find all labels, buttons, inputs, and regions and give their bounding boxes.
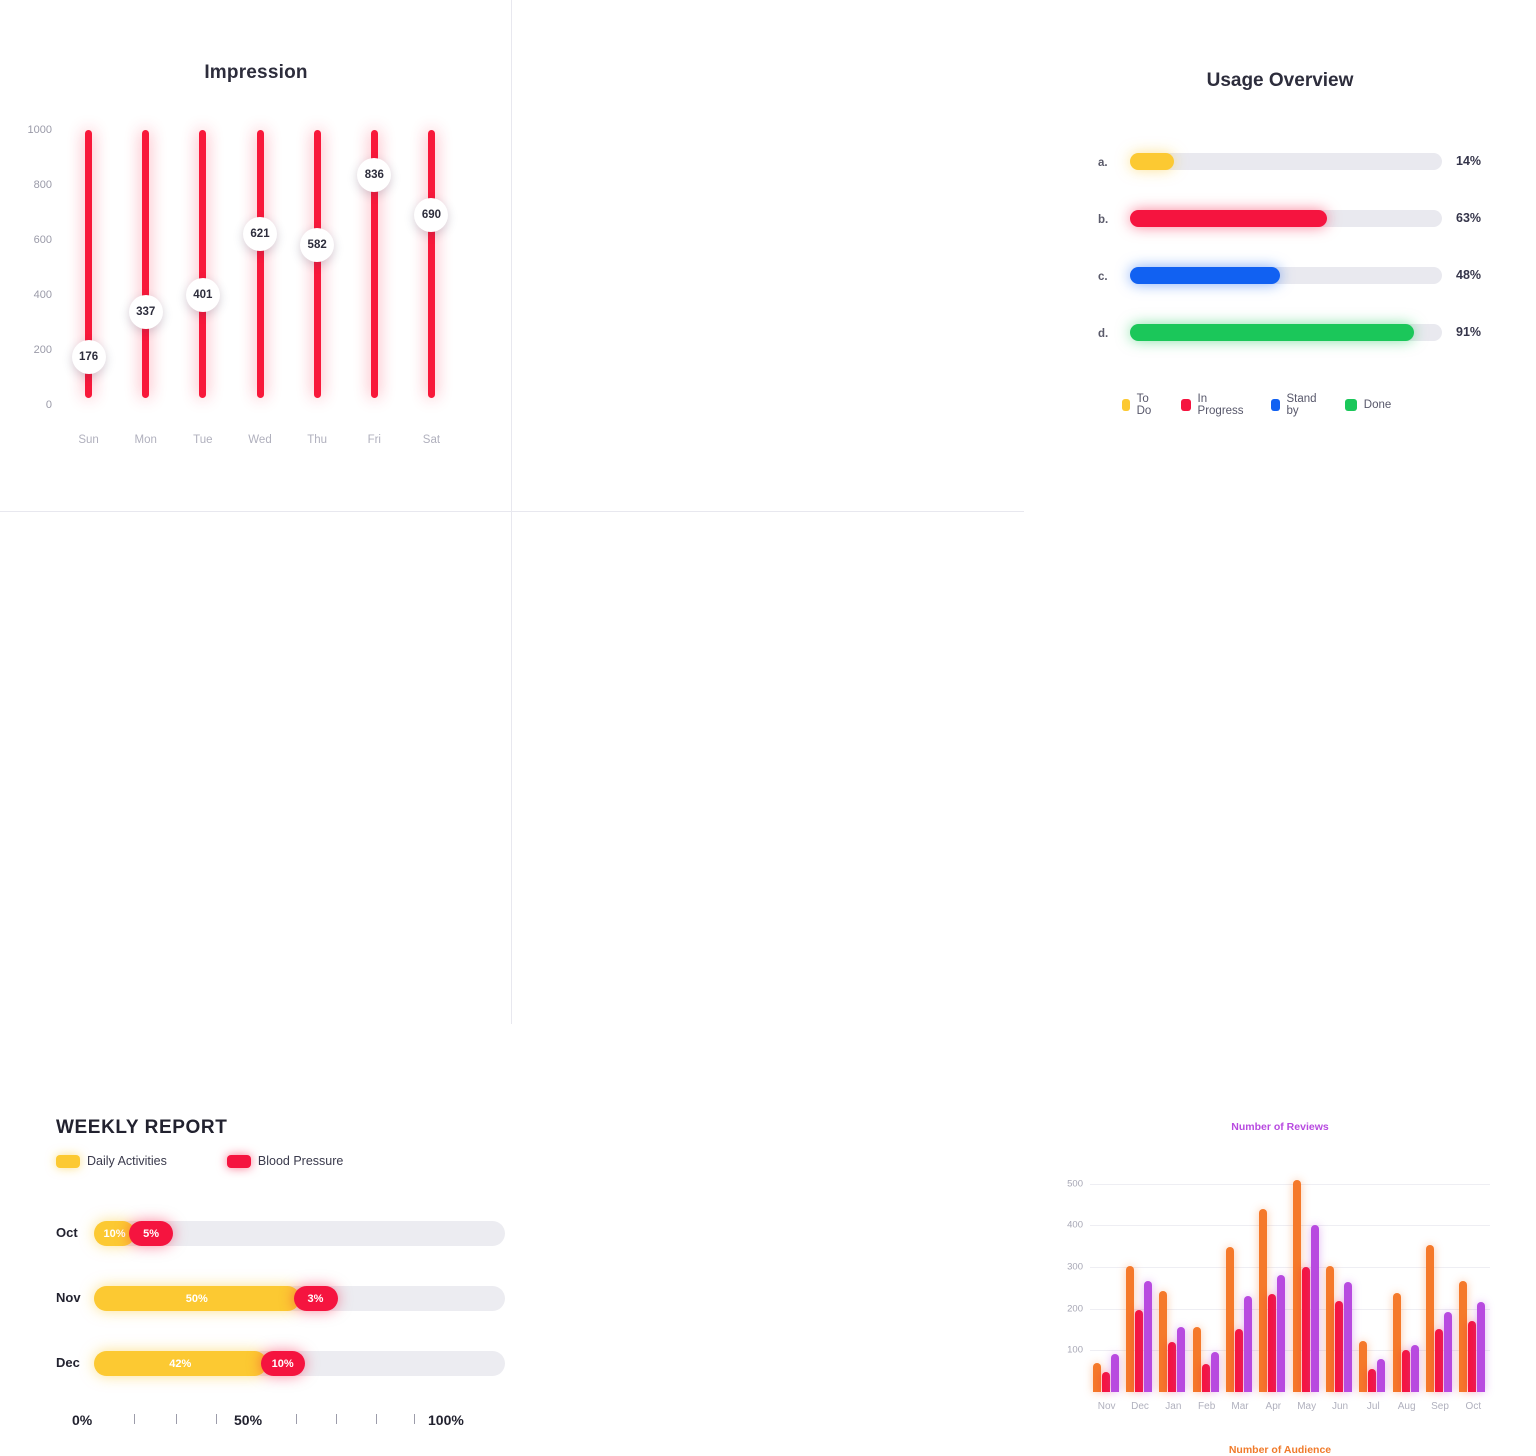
- weekly-daily-activities-segment: 10%: [94, 1221, 135, 1246]
- impression-title: Impression: [204, 62, 308, 83]
- reviews-y-label: 500: [1067, 1178, 1083, 1190]
- weekly-month-label: Oct: [56, 1225, 78, 1240]
- vertical-divider: [511, 0, 512, 1024]
- panel-impression: [0, 0, 512, 512]
- impression-value-badge: 690: [414, 198, 448, 232]
- reviews-y-label: 400: [1067, 1219, 1083, 1231]
- impression-y-label: 400: [33, 289, 52, 301]
- reviews-x-label: Apr: [1265, 1401, 1282, 1412]
- panel-weekly-report: [0, 512, 512, 1428]
- reviews-bar: [1311, 1225, 1319, 1393]
- reviews-bar: [1159, 1291, 1167, 1392]
- impression-y-label: 800: [33, 179, 52, 191]
- legend-swatch: [227, 1155, 251, 1168]
- weekly-report-legend: [56, 1154, 343, 1168]
- impression-plot: [60, 130, 460, 405]
- usage-row: [1098, 319, 1488, 376]
- usage-legend-item: [1181, 393, 1246, 417]
- reviews-x-label: Nov: [1097, 1401, 1116, 1412]
- reviews-bar: [1426, 1245, 1434, 1392]
- weekly-axis-tick: [376, 1414, 377, 1424]
- weekly-axis-tick: [216, 1414, 217, 1424]
- reviews-bar: [1202, 1364, 1210, 1392]
- usage-fill: [1130, 267, 1280, 284]
- reviews-bar: [1111, 1354, 1119, 1392]
- usage-track: [1130, 267, 1442, 284]
- reviews-y-label: 100: [1067, 1344, 1083, 1356]
- usage-percent-label: 14%: [1456, 154, 1482, 168]
- reviews-gridline: [1090, 1225, 1490, 1226]
- usage-title: Usage Overview: [1206, 70, 1354, 91]
- reviews-bar: [1144, 1281, 1152, 1392]
- reviews-x-label: Aug: [1397, 1401, 1416, 1412]
- reviews-bar: [1277, 1275, 1285, 1392]
- weekly-axis-label: 50%: [234, 1412, 263, 1428]
- reviews-x-label: Jul: [1366, 1401, 1380, 1412]
- weekly-report-row: [56, 1279, 456, 1344]
- usage-percent-label: 91%: [1456, 325, 1482, 339]
- impression-x-label: Wed: [248, 434, 272, 446]
- reviews-bar: [1335, 1301, 1343, 1392]
- reviews-x-label: Feb: [1198, 1401, 1216, 1412]
- usage-rows: [1098, 148, 1488, 376]
- impression-bar: [314, 130, 321, 398]
- impression-y-label: 600: [33, 234, 52, 246]
- usage-row-key: c.: [1098, 271, 1108, 283]
- weekly-axis-tick: [414, 1414, 415, 1424]
- reviews-bar: [1444, 1312, 1452, 1392]
- reviews-bar: [1093, 1363, 1101, 1392]
- reviews-top-title: Number of Reviews: [1231, 1121, 1329, 1133]
- usage-fill: [1130, 153, 1174, 170]
- impression-y-axis: [0, 124, 52, 411]
- legend-swatch: [1271, 399, 1280, 411]
- reviews-bar: [1477, 1302, 1485, 1392]
- reviews-bar: [1268, 1294, 1276, 1392]
- weekly-report-row: [56, 1344, 456, 1409]
- weekly-track: [94, 1221, 505, 1246]
- weekly-blood-pressure-segment: 5%: [129, 1221, 173, 1246]
- panel-reviews: [512, 512, 1482, 1456]
- reviews-bar: [1235, 1329, 1243, 1392]
- impression-y-label: 200: [33, 344, 52, 356]
- reviews-bar: [1226, 1247, 1234, 1392]
- reviews-bar: [1359, 1341, 1367, 1392]
- usage-percent-label: 48%: [1456, 268, 1482, 282]
- usage-row-key: d.: [1098, 328, 1109, 340]
- reviews-bar: [1211, 1352, 1219, 1392]
- reviews-y-label: 200: [1067, 1303, 1083, 1315]
- weekly-axis-tick: [176, 1414, 177, 1424]
- impression-value-badge: 621: [243, 217, 277, 251]
- reviews-bar: [1302, 1267, 1310, 1392]
- impression-bar: [257, 130, 264, 398]
- weekly-axis-tick: [336, 1414, 337, 1424]
- usage-row: [1098, 205, 1488, 262]
- reviews-bar: [1326, 1266, 1334, 1392]
- reviews-gridline: [1090, 1184, 1490, 1185]
- usage-row: [1098, 148, 1488, 205]
- reviews-bar: [1459, 1281, 1467, 1392]
- weekly-daily-activities-segment: 42%: [94, 1351, 267, 1376]
- weekly-month-label: Dec: [56, 1355, 80, 1370]
- reviews-bar: [1402, 1350, 1410, 1392]
- reviews-x-label: Oct: [1465, 1401, 1482, 1412]
- usage-row-key: a.: [1098, 157, 1108, 169]
- weekly-report-axis: [56, 1410, 464, 1440]
- impression-y-label: 1000: [27, 124, 52, 136]
- impression-bar: [199, 130, 206, 398]
- reviews-bar: [1193, 1327, 1201, 1392]
- impression-x-label: Fri: [367, 434, 381, 446]
- legend-swatch: [1122, 399, 1130, 411]
- reviews-x-label: Mar: [1231, 1401, 1249, 1412]
- reviews-bar: [1126, 1266, 1134, 1392]
- reviews-x-label: May: [1297, 1401, 1317, 1412]
- reviews-bar: [1135, 1310, 1143, 1392]
- reviews-x-label: Sep: [1431, 1401, 1449, 1412]
- impression-x-label: Sun: [78, 434, 99, 446]
- weekly-track: [94, 1351, 505, 1376]
- impression-bar: [142, 130, 149, 398]
- legend-swatch: [1181, 399, 1191, 411]
- impression-x-label: Thu: [307, 434, 328, 446]
- impression-bar: [428, 130, 435, 398]
- reviews-bar: [1468, 1321, 1476, 1392]
- impression-value-badge: 401: [186, 278, 220, 312]
- reviews-plot: [1067, 1167, 1490, 1392]
- reviews-bar: [1259, 1209, 1267, 1392]
- usage-track: [1130, 153, 1442, 170]
- usage-legend-item: [1271, 393, 1320, 417]
- weekly-report-rows: [56, 1214, 456, 1409]
- impression-value-badge: 582: [300, 228, 334, 262]
- weekly-legend-item: [227, 1154, 343, 1168]
- impression-y-label: 0: [45, 399, 52, 411]
- weekly-axis-label: 100%: [428, 1412, 464, 1428]
- legend-label: Daily Activities: [87, 1154, 167, 1168]
- usage-legend-item: [1122, 393, 1156, 417]
- impression-x-label: Sat: [422, 434, 441, 446]
- usage-track: [1130, 210, 1442, 227]
- legend-label: Done: [1363, 399, 1392, 411]
- usage-fill: [1130, 210, 1327, 227]
- legend-swatch: [56, 1155, 80, 1168]
- weekly-axis-tick: [134, 1414, 135, 1424]
- usage-percent-label: 63%: [1456, 211, 1482, 225]
- legend-label: Blood Pressure: [257, 1154, 344, 1168]
- reviews-x-label: Jan: [1165, 1401, 1182, 1412]
- usage-row-key: b.: [1098, 214, 1109, 226]
- weekly-month-label: Nov: [56, 1290, 81, 1305]
- reviews-bar: [1244, 1296, 1252, 1392]
- weekly-axis-tick: [296, 1414, 297, 1424]
- legend-label: In Progress: [1197, 393, 1244, 417]
- weekly-blood-pressure-segment: 10%: [261, 1351, 305, 1376]
- weekly-legend-item: [56, 1154, 167, 1168]
- weekly-axis-label: 0%: [72, 1412, 93, 1428]
- impression-value-badge: 176: [72, 340, 106, 374]
- reviews-y-label: 300: [1067, 1261, 1083, 1273]
- legend-label: To Do: [1136, 393, 1152, 417]
- legend-swatch: [1345, 399, 1357, 411]
- reviews-bar: [1411, 1345, 1419, 1392]
- panel-usage-overview: [512, 0, 1482, 512]
- usage-fill: [1130, 324, 1414, 341]
- legend-label: Stand by: [1286, 393, 1317, 417]
- reviews-x-label: Dec: [1131, 1401, 1149, 1412]
- reviews-bar: [1177, 1327, 1185, 1392]
- reviews-bar: [1368, 1369, 1376, 1392]
- reviews-bar: [1393, 1293, 1401, 1392]
- usage-legend: [1122, 393, 1391, 417]
- reviews-bar: [1377, 1359, 1385, 1392]
- horizontal-divider: [0, 511, 1024, 512]
- impression-x-label: Mon: [134, 434, 157, 446]
- weekly-track: [94, 1286, 505, 1311]
- reviews-bar: [1293, 1180, 1301, 1392]
- impression-value-badge: 337: [129, 295, 163, 329]
- reviews-bottom-title: Number of Audience: [1228, 1444, 1332, 1456]
- reviews-x-label: Jun: [1331, 1401, 1349, 1412]
- reviews-bar: [1435, 1329, 1443, 1392]
- weekly-blood-pressure-segment: 3%: [294, 1286, 338, 1311]
- usage-row: [1098, 262, 1488, 319]
- reviews-bar: [1102, 1372, 1110, 1392]
- weekly-report-row: [56, 1214, 456, 1279]
- weekly-daily-activities-segment: 50%: [94, 1286, 300, 1311]
- impression-x-label: Tue: [193, 434, 213, 446]
- reviews-bar: [1344, 1282, 1352, 1392]
- usage-legend-item: [1345, 399, 1392, 411]
- weekly-report-title: WEEKLY REPORT: [56, 1117, 228, 1138]
- reviews-bar: [1168, 1342, 1176, 1392]
- usage-track: [1130, 324, 1442, 341]
- impression-value-badge: 836: [357, 158, 391, 192]
